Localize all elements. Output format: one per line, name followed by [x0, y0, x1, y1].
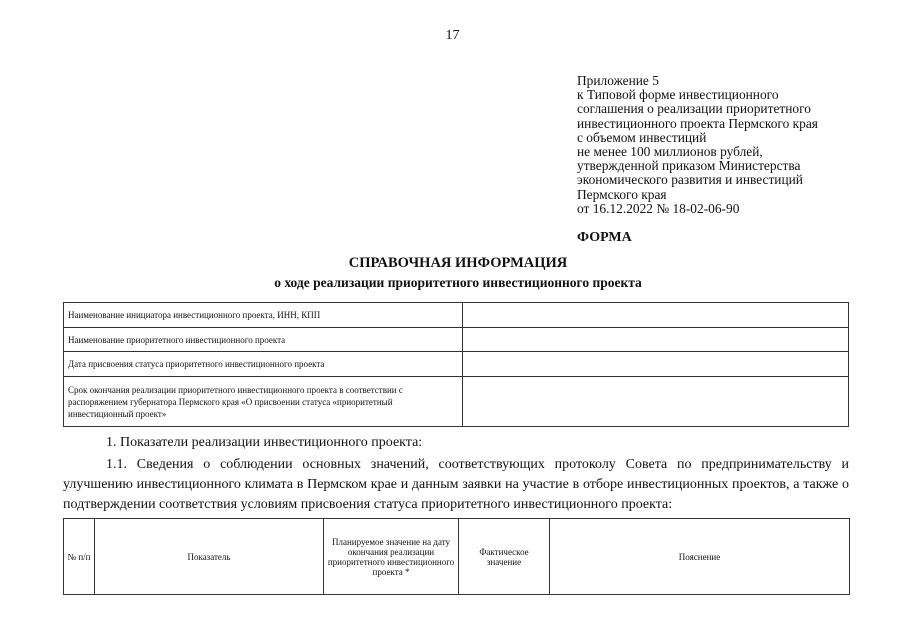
column-header-planned: Планируемое значение на дату окончания реализации приоритетного инвестиционного проекта *: [324, 519, 459, 595]
appendix-line: с объемом инвестиций: [577, 129, 707, 145]
form-label: ФОРМА: [577, 230, 632, 245]
document-subtitle: о ходе реализации приоритетного инвестиционного проекта: [274, 275, 642, 290]
column-header-explanation: Пояснение: [550, 519, 850, 595]
table-row: [64, 377, 849, 427]
info-label: Срок окончания реализации приоритетного инвестиционного проекта в соответствии с распоряжением губернатора Пермского края «О присвоении статуса «приоритетный инвестиционный проект»: [64, 377, 463, 427]
indicators-table: [63, 518, 850, 595]
info-value-cell[interactable]: [463, 352, 849, 377]
info-value-cell[interactable]: [463, 303, 849, 328]
section-heading: 1. Показатели реализации инвестиционного проекта:: [106, 435, 423, 450]
document-title: СПРАВОЧНАЯ ИНФОРМАЦИЯ: [348, 255, 568, 271]
appendix-line: соглашения о реализации приоритетного: [577, 101, 811, 117]
appendix-line: Пермского края: [577, 186, 667, 202]
info-value-cell[interactable]: [463, 328, 849, 352]
table-header-row: [64, 519, 850, 595]
column-header-number: № п/п: [64, 519, 95, 595]
table-row: [64, 303, 849, 328]
column-header-actual: Фактическое значение: [459, 519, 550, 595]
appendix-line: Приложение 5: [577, 73, 659, 88]
table-row: [64, 352, 849, 377]
appendix-line: инвестиционного проекта Пермского края: [577, 115, 818, 131]
appendix-line: к Типовой форме инвестиционного: [577, 87, 779, 103]
page-number: 17: [445, 28, 460, 43]
info-label: Наименование приоритетного инвестиционного проекта: [64, 328, 463, 352]
table-row: [64, 328, 849, 352]
appendix-line: утвержденной приказом Министерства: [577, 158, 801, 174]
project-info-table: [63, 302, 849, 427]
appendix-note: [577, 74, 818, 216]
appendix-line: от 16.12.2022 № 18-02-06-90: [577, 200, 740, 216]
appendix-line: экономического развития и инвестиций: [577, 172, 803, 188]
info-label: Дата присвоения статуса приоритетного инвестиционного проекта: [64, 352, 463, 377]
info-value-cell[interactable]: [463, 377, 849, 427]
appendix-line: не менее 100 миллионов рублей,: [577, 144, 763, 160]
info-label: Наименование инициатора инвестиционного проекта, ИНН, КПП: [64, 303, 463, 328]
column-header-indicator: Показатель: [95, 519, 324, 595]
section-paragraph: 1.1. Сведения о соблюдении основных значений, соответствующих протоколу Совета по предпринимательству и улучшению инвестиционного климата в Пермском крае и данным заявки на участие в отборе инвестиционных проектов, а также о подтверждении соответствия условиям присвоения статуса приоритетного инвестиционного проекта:: [63, 457, 849, 512]
